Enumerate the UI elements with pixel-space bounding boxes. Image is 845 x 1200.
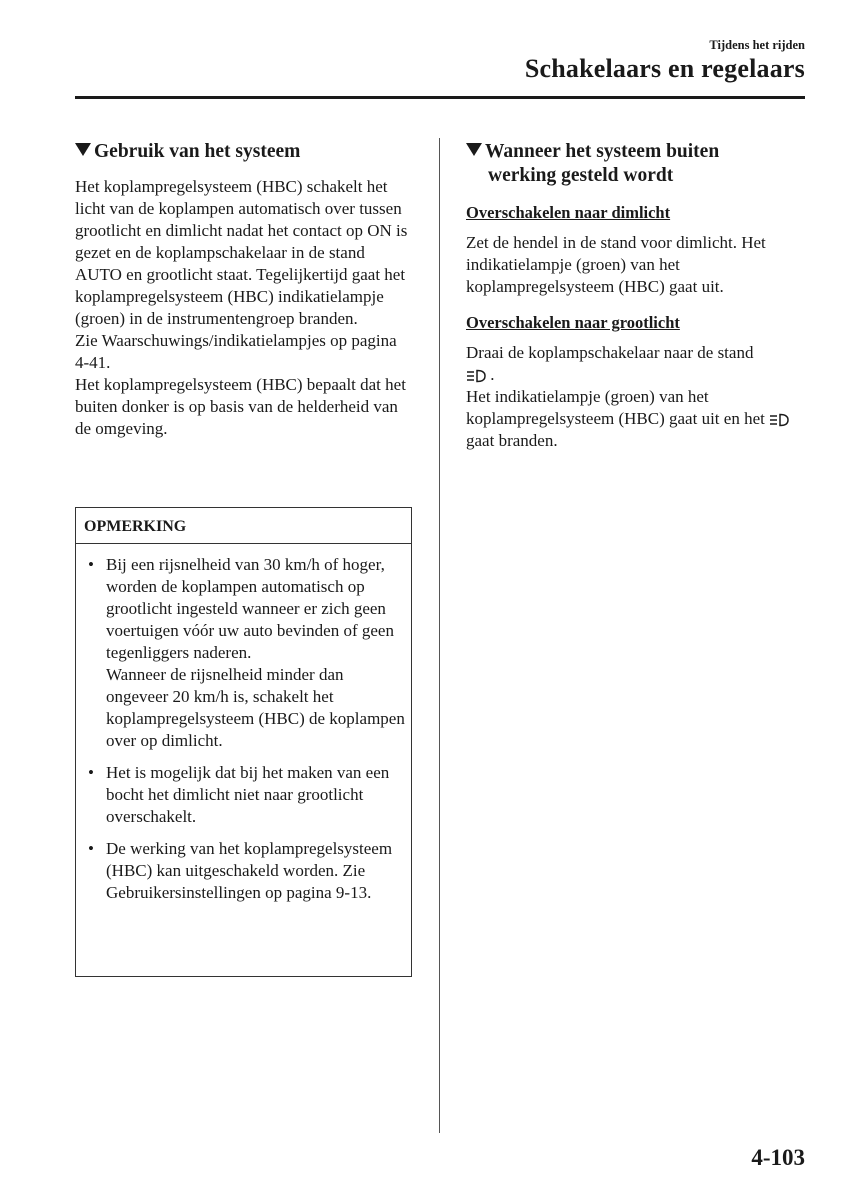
column-divider xyxy=(439,138,440,1133)
triangle-marker-icon xyxy=(75,143,91,156)
header-section-label: Tijdens het rijden xyxy=(709,38,805,52)
left-column xyxy=(75,140,415,440)
headlight-high-beam-icon xyxy=(466,369,486,383)
headlight-high-beam-icon xyxy=(769,413,789,427)
right-column xyxy=(466,140,811,452)
bullet-icon: • xyxy=(88,763,94,782)
note-item: • De werking van het koplampregelsysteem (HBC) kan uitgeschakeld worden. Zie Gebruikersinstellingen op pagina 9-13. xyxy=(88,839,393,902)
subheading-dimlicht: Overschakelen naar dimlicht xyxy=(466,203,671,222)
bullet-icon: • xyxy=(88,555,94,574)
page-number: 4-103 xyxy=(751,1145,805,1170)
header-rule xyxy=(75,96,805,99)
left-paragraph-3: Het koplampregelsysteem (HBC) bepaalt dat het buiten donker is op basis van de helderheid van de omgeving. xyxy=(75,375,406,438)
note-list xyxy=(76,544,411,904)
grootlicht-text-1: Draai de koplampschakelaar naar de stand . xyxy=(466,343,754,384)
left-heading: Gebruik van het systeem xyxy=(75,140,415,164)
left-paragraph-1: Het koplampregelsysteem (HBC) schakelt het licht van de koplampen automatisch over tussen grootlicht en dimlicht nadat het contact op ON is gezet en de koplampschakelaar in de stand AUTO en grootlicht staat. Tegelijkertijd gaat het koplampregelsysteem (HBC) indikatielampje (groen) in de instrumentengroep branden. xyxy=(75,177,408,328)
page-title: Schakelaars en regelaars xyxy=(524,54,805,83)
dimlicht-text: Zet de hendel in de stand voor dimlicht. Het indikatielampje (groen) van het koplampregelsysteem (HBC) gaat uit. xyxy=(466,233,766,296)
note-box xyxy=(75,507,412,977)
triangle-marker-icon xyxy=(466,143,482,156)
right-heading: Wanneer het systeem buiten werking gesteld wordt xyxy=(466,140,811,188)
note-title: OPMERKING xyxy=(76,508,411,544)
note-item: • Het is mogelijk dat bij het maken van een bocht het dimlicht niet naar grootlicht overschakelt. xyxy=(88,763,390,826)
subheading-grootlicht: Overschakelen naar grootlicht xyxy=(466,313,680,332)
bullet-icon: • xyxy=(88,839,94,858)
grootlicht-text-2: Het indikatielampje (groen) van het koplampregelsysteem (HBC) gaat uit en het gaat branden. xyxy=(466,386,811,452)
note-item: • Bij een rijsnelheid van 30 km/h of hoger, worden de koplampen automatisch op grootlicht ingesteld wanneer er zich geen voertuigen vóór uw auto bevinden of geen tegenliggers naderen. Wanneer de rijsnelheid minder dan ongeveer 20 km/h is, schakelt het koplampregelsysteem (HBC) de koplampen over op dimlicht. xyxy=(88,555,405,750)
left-paragraph-2: Zie Waarschuwings/indikatielampjes op pagina 4-41. xyxy=(75,331,397,372)
